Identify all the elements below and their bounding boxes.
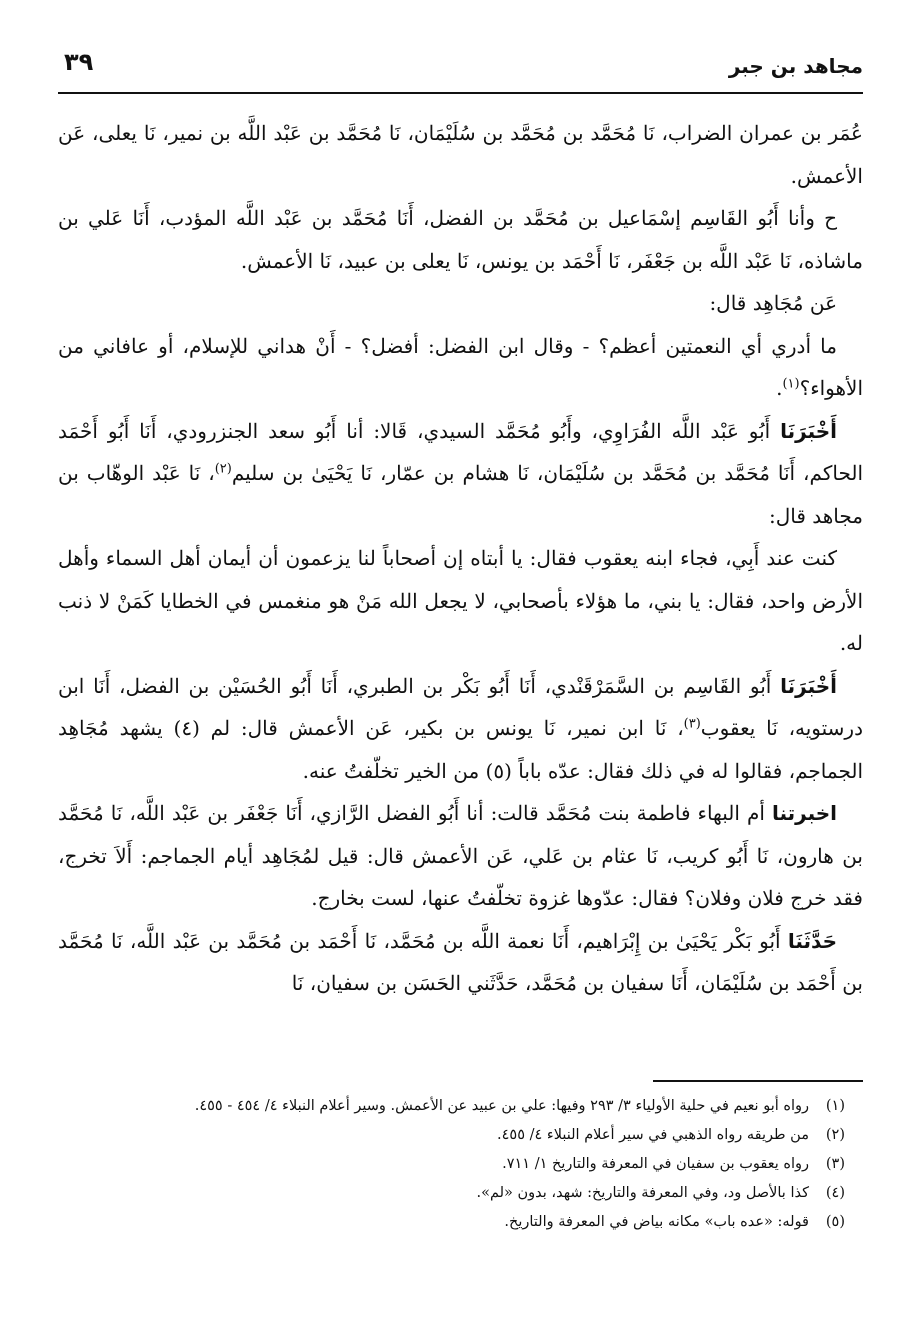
isnad-lead-word: أَخْبَرَنَا [780, 418, 838, 443]
paragraph-8 [58, 792, 863, 920]
paragraph-4 [58, 325, 863, 410]
footnote-text: رواه أبو نعيم في حلية الأولياء ٣/ ٢٩٣ وفيها: علي بن عبيد عن الأعمش. وسير أعلام النبلاء ٤/ ٤٥٤ - ٤٥٥. [194, 1098, 809, 1114]
footnote-4 [58, 1179, 863, 1208]
paragraph-3 [58, 282, 863, 325]
footnote-number: (٣) [825, 1156, 845, 1172]
footnote-text: قوله: «عده باب» مكانه بياض في المعرفة والتاريخ. [504, 1214, 809, 1230]
paragraph-text: أَبُو القَاسِم بن السَّمَرْقَنْدي، أَنَا أَبُو بَكْر بن الطبري، أَنَا أَبُو الحُسَيْن بن الفضل، أَنَا ابن درستويه، نَا يعقوب [58, 673, 863, 740]
paragraph-text: أَبُو بَكْر يَحْيَىٰ بن إِبْرَاهيم، أَنَا نعمة اللَّه بن مُحَمَّد، نَا أَحْمَد بن مُحَمَّد بن عَبْد اللَّه، نَا مُحَمَّد بن أَحْمَد بن سُلَيْمَان، أَنَا سفيان بن مُحَمَّد، حَدَّثَني الحَسَن بن سفيان، نَا [58, 928, 863, 995]
footnote-reference: (٢) [214, 461, 232, 477]
paragraph-text: كنت عند أَبِي، فجاء ابنه يعقوب فقال: يا أبتاه إن أصحاباً لنا يزعمون أن أيمان أهل السماء وأهل الأرض واحد، فقال: يا بني، ما هؤلاء بأصحابي، لا يجعل الله مَنْ هو منغمس في الخطايا كَمَنْ لا ذنب له. [58, 546, 864, 655]
paragraph-text: ح وأنا أَبُو القَاسِم إسْمَاعيل بن مُحَمَّد بن الفضل، أَنَا مُحَمَّد بن عَبْد اللَّه المؤدب، أَنَا عَلي بن ماشاذه، نَا عَبْد اللَّه بن جَعْفَر، نَا أَحْمَد بن يونس، نَا يعلى بن عبيد، نَا الأعمش. [58, 206, 863, 273]
footnote-number: (٢) [825, 1127, 845, 1143]
footnote-number: (٤) [825, 1185, 845, 1201]
paragraph-text: ما أدري أي النعمتين أعظم؟ - وقال ابن الفضل: أفضل؟ - أَنْ هداني للإسلام، أو عافاني من الأهواء؟ [58, 333, 863, 400]
footnote-number: (٥) [825, 1214, 845, 1230]
footnote-3 [58, 1150, 863, 1179]
paragraph-5 [58, 410, 863, 538]
footnote-2 [58, 1121, 863, 1150]
paragraph-text: أَبُو عَبْد اللَّه الفُرَاوِي، وأَبُو مُحَمَّد السيدي، قَالا: أنا أَبُو سعد الجنزرودي، أَنَا أَبُو أَحْمَد الحاكم، أَنَا مُحَمَّد بن مُحَمَّد بن سُلَيْمَان، نَا هشام بن عمّار، نَا يَحْيَىٰ بن سليم [58, 418, 863, 485]
footnote-5 [58, 1208, 863, 1237]
running-head: مجاهد بن جبر [728, 54, 863, 78]
paragraph-7 [58, 665, 863, 793]
footnote-text: كذا بالأصل ود، وفي المعرفة والتاريخ: شهد، بدون «لم». [476, 1185, 809, 1201]
paragraph-1 [58, 112, 863, 197]
paragraph-6 [58, 537, 863, 665]
footnote-1 [58, 1092, 863, 1121]
paragraph-text-tail: . [776, 376, 783, 400]
isnad-lead-word: حَدَّثَنَا [787, 928, 837, 953]
isnad-lead-word: أَخْبَرَنَا [780, 673, 838, 698]
isnad-lead-word: اخبرتنا [771, 801, 838, 825]
book-page [58, 40, 863, 1300]
page-header [58, 40, 863, 94]
page-number: ٣٩ [64, 48, 94, 76]
footnote-number: (١) [825, 1098, 845, 1114]
footnote-separator [653, 1080, 863, 1082]
paragraph-2 [58, 197, 863, 282]
footnotes [58, 1092, 863, 1237]
footnote-reference: (١) [782, 376, 800, 392]
paragraph-9 [58, 920, 863, 1005]
paragraph-text-tail: ، نَا عَبْد الوهّاب بن مجاهد قال: [58, 461, 863, 528]
paragraph-text-tail: ، نَا ابن نمير، نَا يونس بن بكير، عَن الأعمش قال: لم (٤) يشهد مُجَاهِد الجماجم، فقالوا له في ذلك فقال: عدّه باباً (٥) من الخير تخلّفتُ عنه. [58, 716, 863, 783]
footnote-text: من طريقه رواه الذهبي في سير أعلام النبلاء ٤/ ٤٥٥. [497, 1127, 809, 1143]
footnote-text: رواه يعقوب بن سفيان في المعرفة والتاريخ ١/ ٧١١. [502, 1156, 809, 1172]
paragraph-text: عَن مُجَاهِد قال: [709, 291, 837, 315]
footnote-reference: (٣) [683, 716, 701, 732]
body-text [58, 112, 863, 1005]
paragraph-text: عُمَر بن عمران الضراب، نَا مُحَمَّد بن مُحَمَّد بن سُلَيْمَان، نَا مُحَمَّد بن عَبْد اللَّه بن نمير، نَا يعلى، عَن الأعمش. [58, 121, 863, 188]
paragraph-text: أم البهاء فاطمة بنت مُحَمَّد قالت: أنا أَبُو الفضل الرَّازي، أَنَا جَعْفَر بن عَبْد اللَّه، نَا مُحَمَّد بن هارون، نَا أَبُو كريب، نَا عثام بن عَلي، عَن الأعمش قال: قيل لمُجَاهِد أيام الجماجم: أَلاَ تخرج، فقد خرج فلان وفلان؟ فقال: عدّوها غزوة تخلّفتُ عنها، لست بخارج. [58, 801, 863, 910]
